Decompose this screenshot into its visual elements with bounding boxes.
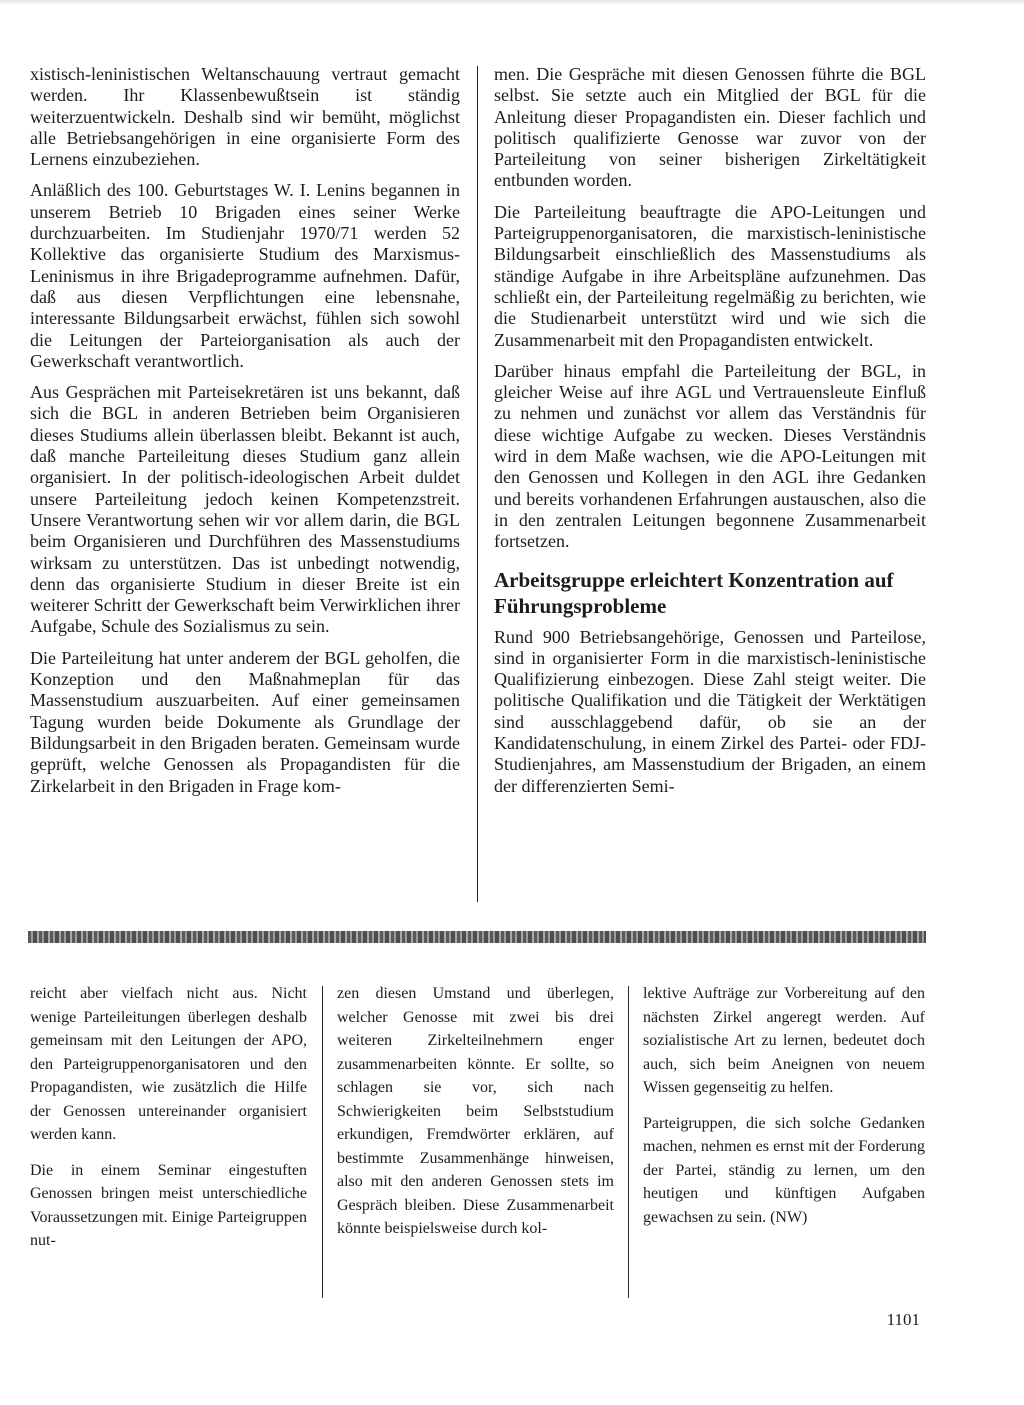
paragraph: Parteigruppen, die sich solche Gedanken machen, nehmen es ernst mit der Forderung der Partei, ständig zu lernen, um den heutigen und künftigen Aufgaben gewachsen zu sein. (NW) [643,1114,925,1226]
section-heading: Arbeitsgruppe erleichtert Konzentration auf Führungsprobleme [494,567,894,618]
lower-column-3 [643,982,925,1241]
lower-column-2 [337,982,614,1253]
page-top-edge [0,0,1024,6]
paragraph: Die Parteileitung hat unter anderem der BGL geholfen, die Konzeption und den Maßnahmeplan für das Massenstudium auszuarbeiten. Auf einer gemeinsamen Tagung wurden beide Dokumente als Grundlage der Bildungsarbeit in den Brigaden beraten. Gemeinsam wurde geprüft, welche Genossen als Propagandisten für die Zirkelarbeit in den Brigaden in Frage kom- [30,647,460,796]
section-separator [28,931,926,943]
column-divider [477,66,478,902]
paragraph: Die Parteileitung beauftragte die APO-Leitungen und Parteigruppenorganisatoren, die marxistisch-leninistische Bildungsarbeit einschließlich des Massenstudiums als ständige Aufgabe in ihre Arbeitspläne aufzunehmen. Das schließt ein, der Parteileitung regelmäßig zu berichten, wie die Studienarbeit unterstützt wird und wie sich die Zusammenarbeit mit den Propagandisten entwickelt. [494,201,926,350]
page-number: 1101 [886,1310,920,1329]
paragraph: reicht aber vielfach nicht aus. Nicht wenige Parteileitungen überlegen deshalb gemeinsam mit den Leitungen der APO, den Parteigruppenorganisatoren und den Propagandisten, wie zusätzlich die Hilfe der Genossen untereinander organisiert werden kann. [30,985,307,1143]
upper-left-column [30,64,460,807]
paragraph: Aus Gesprächen mit Parteisekretären ist uns bekannt, daß sich die BGL in anderen Betrieben beim Organisieren dieses Studiums allein überlassen bleibt. Bekannt ist auch, daß manche Parteileitung dieses Studium ganz allein organisiert. In der politisch-ideologischen Arbeit duldet unsere Parteileitung jedoch keinen Kompetenzstreit. Unsere Verantwortung sehen wir vor allem darin, die BGL beim Organisieren und Durchführen des Massenstudiums wirksam zu unterstützen. Das ist unbedingt notwendig, denn das organisierte Studium in dieser Breite ist ein weiterer Schritt der Gewerkschaft beim Verwirklichen ihrer Aufgabe, Schule des Sozialismus zu sein. [30,382,460,637]
column-divider [628,986,629,1298]
paragraph: xistisch-leninistischen Weltanschauung vertraut gemacht werden. Ihr Klassenbewußtsein ist ständig weiterzuentwickeln. Deshalb sind wir bemüht, möglichst alle Betriebsangehörigen in eine organisierte Form des Lernens einzubeziehen. [30,64,460,170]
paragraph: Anläßlich des 100. Geburtstages W. I. Lenins begannen in unserem Betrieb 10 Brigaden eines seiner Werke durchzuarbeiten. Im Studienjahr 1970/71 werden 52 Kollektive das organisierte Studium des Marxismus-Leninismus in ihre Brigadeprogramme aufnehmen. Dafür, daß aus diesen Verpflichtungen eine lebensnahe, interessante Bildungsarbeit erwächst, fühlen sich sowohl die Leitungen der Parteiorganisation als auch der Gewerkschaft verantwortlich. [30,180,460,371]
paragraph: Die in einem Seminar eingestuften Genossen bringen meist unterschiedliche Voraussetzungen mit. Einige Parteigruppen nut- [30,1161,307,1249]
lower-column-1 [30,982,307,1265]
paragraph: lektive Aufträge zur Vorbereitung auf den nächsten Zirkel angeregt werden. Auf sozialistische Art zu lernen, bedeutet doch auch, sich beim Aneignen von neuem Wissen gegenseitig zu helfen. [643,985,925,1096]
paragraph: zen diesen Umstand und überlegen, welcher Genosse mit zwei bis drei weiteren Zirkelteilnehmern enger zusammenarbeiten könnte. Er sollte, so schlagen sie vor, sich nach Schwierigkeiten beim Selbststudium erkundigen, Fremdwörter erklären, auf bestimmte Zusammenhänge hinweisen, also mit den anderen Genossen stets im Gespräch bleiben. Diese Zusammenarbeit könnte beispielsweise durch kol- [337,985,614,1237]
upper-right-column [494,64,926,807]
paragraph: Rund 900 Betriebsangehörige, Genossen und Parteilose, sind in organisierter Form in die marxistisch-leninistische Qualifizierung einbezogen. Diese Zahl steigt weiter. Die politische Qualifikation und die Tätigkeit der Werktätigen sind ausschlaggebend dafür, ob sie an der Kandidatenschulung, in einem Zirkel des Partei- oder FDJ-Studienjahres, am Massenstudium der Brigaden, an einem der differenzierten Semi- [494,626,926,796]
column-divider [322,986,323,1298]
paragraph: Darüber hinaus empfahl die Parteileitung der BGL, in gleicher Weise auf ihre AGL und Vertrauensleute Einfluß zu nehmen und zunächst vor allem das Verständnis für diese wichtige Aufgabe zu wecken. Dieses Verständnis wird in dem Maße wachsen, wie die APO-Leitungen mit den Genossen und Kollegen in den AGL ihre Gedanken und bereits vorhandenen Erfahrungen austauschen, also die in den zentralen Leitungen begonnene Zusammenarbeit fortsetzen. [494,360,926,552]
paragraph: men. Die Gespräche mit diesen Genossen führte die BGL selbst. Sie setzte auch ein Mitglied der BGL für die Anleitung dieser Propagandisten ein. Dieser fachlich und politisch qualifizierte Genosse war zuvor von der Parteileitung von seiner bisherigen Zirkeltätigkeit entbunden worden. [494,64,926,191]
